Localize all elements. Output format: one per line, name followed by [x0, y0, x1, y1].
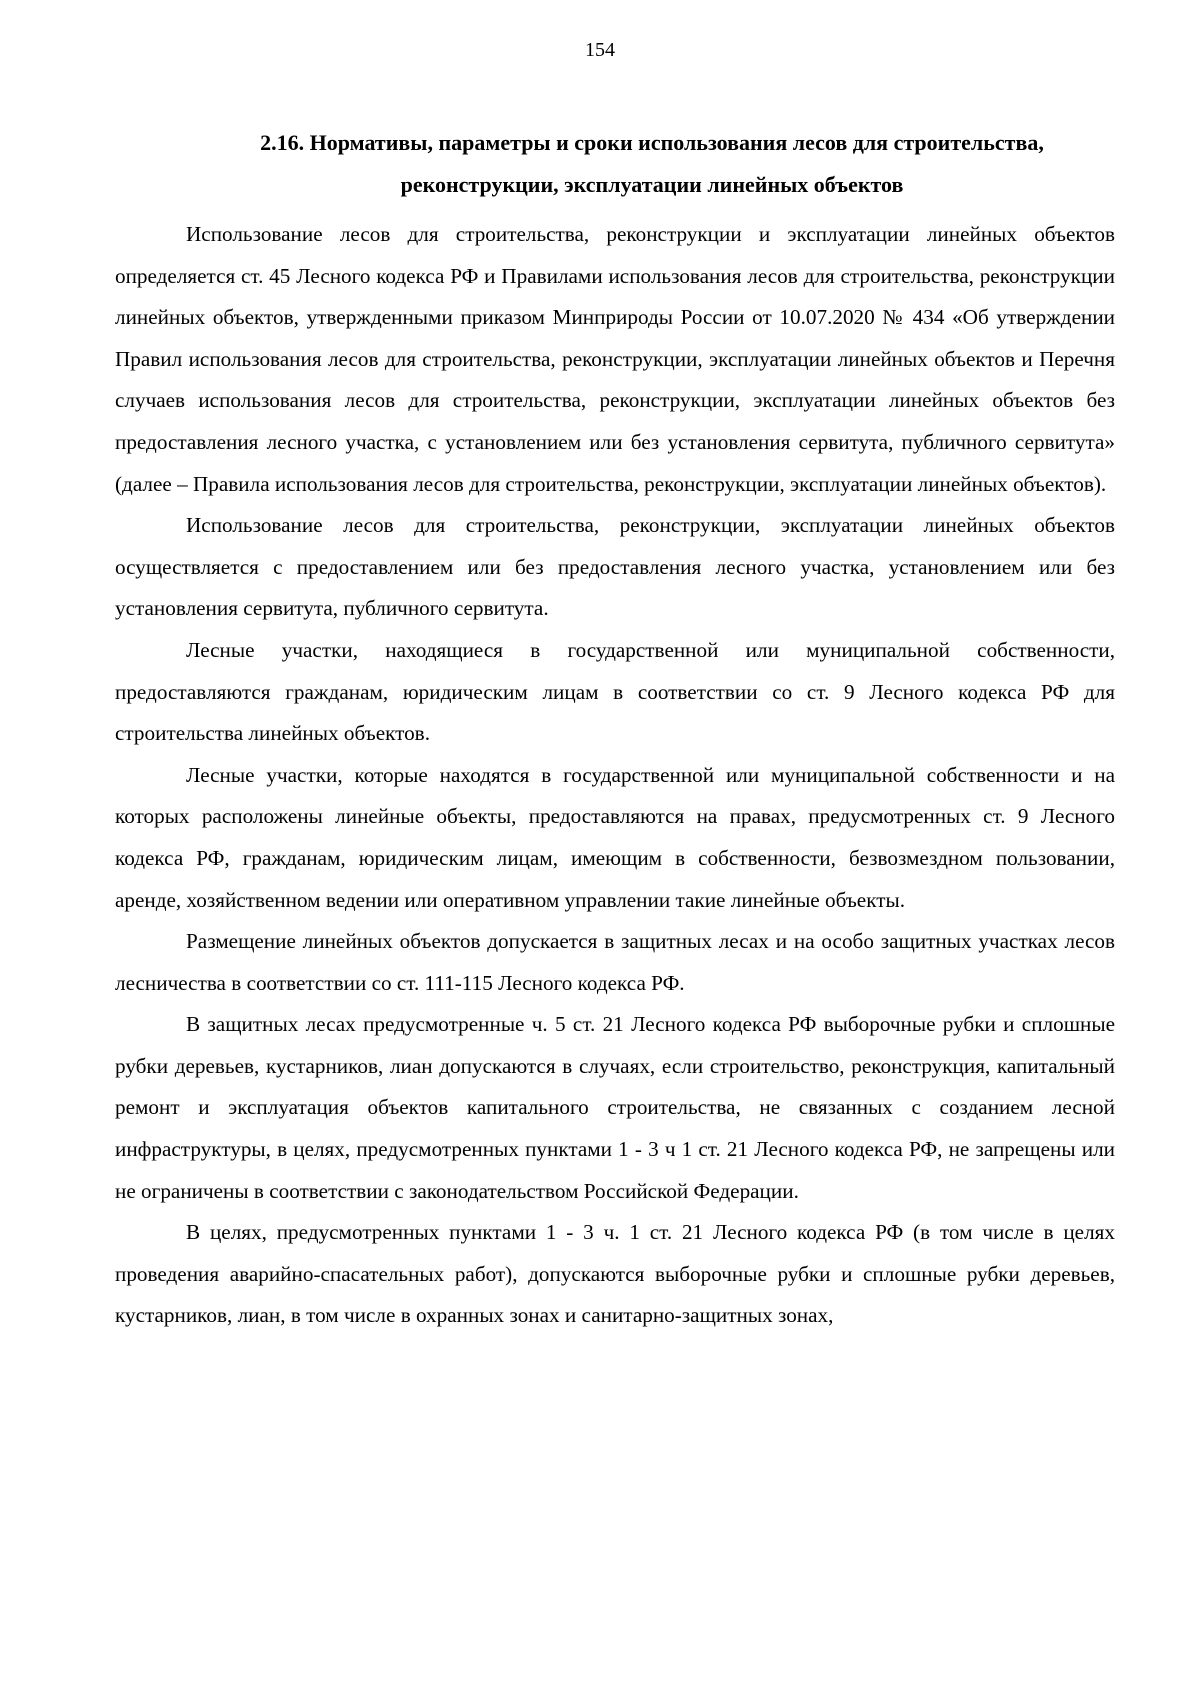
document-body: [115, 122, 1115, 1337]
paragraph-3: Лесные участки, находящиеся в государственной или муниципальной собственности, предоставляются гражданам, юридическим лицам в соответствии со ст. 9 Лесного кодекса РФ для строительства линейных объектов.: [115, 637, 1115, 746]
section-heading-line-1: 2.16. Нормативы, параметры и сроки использования лесов для строительства,: [260, 130, 1044, 155]
paragraph-6: В защитных лесах предусмотренные ч. 5 ст. 21 Лесного кодекса РФ выборочные рубки и сплошные рубки деревьев, кустарников, лиан допускаются в случаях, если строительство, реконструкция, капитальный ремонт и эксплуатация объектов капитального строительства, не связанных с созданием лесной инфраструктуры, в целях, предусмотренных пунктами 1 - 3 ч 1 ст. 21 Лесного кодекса РФ, не запрещены или не ограничены в соответствии с законодательством Российской Федерации.: [115, 1012, 1115, 1203]
paragraph-5: Размещение линейных объектов допускается в защитных лесах и на особо защитных участках лесов лесничества в соответствии со ст. 111-115 Лесного кодекса РФ.: [115, 929, 1115, 995]
section-heading-line-2: реконструкции, эксплуатации линейных объектов: [400, 172, 904, 197]
paragraph-2: Использование лесов для строительства, реконструкции, эксплуатации линейных объектов осуществляется с предоставлением или без предоставления лесного участка, установлением или без установления сервитута, публичного сервитута.: [115, 513, 1115, 621]
paragraph-7: В целях, предусмотренных пунктами 1 - 3 ч. 1 ст. 21 Лесного кодекса РФ (в том числе в целях проведения аварийно-спасательных работ), допускаются выборочные рубки и сплошные рубки деревьев, кустарников, лиан, в том числе в охранных зонах и санитарно-защитных зонах,: [115, 1220, 1115, 1328]
page-number: 154: [585, 39, 615, 61]
paragraph-1: Использование лесов для строительства, реконструкции и эксплуатации линейных объектов определяется ст. 45 Лесного кодекса РФ и Правилами использования лесов для строительства, реконструкции линейных объектов, утвержденными приказом Минприроды России от 10.07.2020 № 434 «Об утверждении Правил использования лесов для строительства, реконструкции, эксплуатации линейных объектов и Перечня случаев использования лесов для строительства, реконструкции, эксплуатации линейных объектов без предоставления лесного участка, с установлением или без установления сервитута, публичного сервитута» (далее – Правила использования лесов для строительства, реконструкции, эксплуатации линейных объектов).: [115, 222, 1115, 496]
paragraph-4: Лесные участки, которые находятся в государственной или муниципальной собственности и на которых расположены линейные объекты, предоставляются на правах, предусмотренных ст. 9 Лесного кодекса РФ, гражданам, юридическим лицам, имеющим в собственности, безвозмездном пользовании, аренде, хозяйственном ведении или оперативном управлении такие линейные объекты.: [115, 762, 1115, 912]
section-heading: [115, 122, 1115, 206]
